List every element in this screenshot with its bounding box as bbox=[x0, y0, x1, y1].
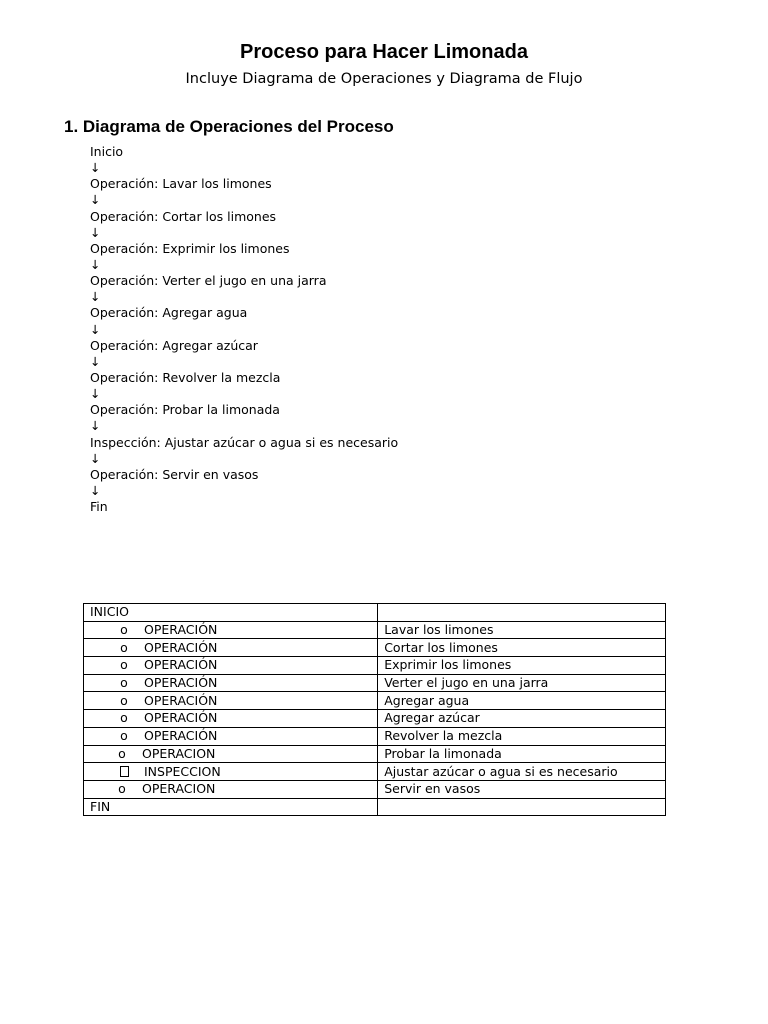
document-subtitle: Incluye Diagrama de Operaciones y Diagrama de Flujo bbox=[185, 71, 583, 87]
operation-circle-icon: o bbox=[118, 781, 126, 797]
row-description: Ajustar azúcar o agua si es necesario bbox=[378, 763, 666, 781]
row-type: OPERACIÓN bbox=[144, 639, 218, 655]
arrow-down-icon: ↓ bbox=[90, 418, 101, 434]
section-heading: 1. Diagrama de Operaciones del Proceso bbox=[64, 117, 394, 136]
table-row-start bbox=[84, 604, 666, 622]
row-type: OPERACIÓN bbox=[144, 728, 218, 744]
empty-cell bbox=[378, 798, 666, 816]
arrow-down-icon: ↓ bbox=[90, 386, 101, 402]
arrow-down-icon: ↓ bbox=[90, 289, 101, 305]
operation-circle-icon: o bbox=[120, 675, 128, 691]
end-cell: FIN bbox=[84, 798, 378, 816]
row-type: OPERACIÓN bbox=[144, 657, 218, 673]
empty-cell bbox=[378, 604, 666, 622]
row-description: Agregar agua bbox=[378, 692, 666, 710]
step-line: Operación: Verter el jugo en una jarra bbox=[90, 273, 327, 289]
table-row-end bbox=[84, 798, 666, 816]
operation-circle-icon: o bbox=[120, 622, 128, 638]
row-type: OPERACION bbox=[142, 745, 216, 761]
step-line: Operación: Agregar azúcar bbox=[90, 337, 258, 353]
operation-circle-icon: o bbox=[120, 657, 128, 673]
arrow-down-icon: ↓ bbox=[90, 353, 101, 369]
row-type: INSPECCION bbox=[144, 763, 221, 779]
table-row bbox=[84, 674, 666, 692]
start-cell: INICIO bbox=[84, 604, 378, 622]
row-type: OPERACIÓN bbox=[144, 675, 218, 691]
row-type: OPERACIÓN bbox=[144, 622, 218, 638]
table-row bbox=[84, 745, 666, 763]
row-description: Cortar los limones bbox=[378, 639, 666, 657]
arrow-down-icon: ↓ bbox=[90, 450, 101, 466]
row-description: Exprimir los limones bbox=[378, 657, 666, 675]
arrow-down-icon: ↓ bbox=[90, 482, 101, 498]
document-title: Proceso para Hacer Limonada bbox=[240, 41, 528, 63]
arrow-down-icon: ↓ bbox=[90, 192, 101, 208]
operation-circle-icon: o bbox=[120, 639, 128, 655]
step-line: Fin bbox=[90, 499, 108, 515]
arrow-down-icon: ↓ bbox=[90, 224, 101, 240]
row-description: Lavar los limones bbox=[378, 621, 666, 639]
table-row bbox=[84, 657, 666, 675]
row-type: OPERACIÓN bbox=[144, 710, 218, 726]
step-line: Operación: Servir en vasos bbox=[90, 466, 259, 482]
operation-circle-icon: o bbox=[120, 692, 128, 708]
step-line: Inicio bbox=[90, 144, 124, 159]
row-description: Servir en vasos bbox=[378, 780, 666, 798]
operation-circle-icon: o bbox=[118, 745, 126, 761]
row-type: OPERACION bbox=[142, 781, 216, 797]
arrow-down-icon: ↓ bbox=[90, 256, 101, 272]
step-line: Operación: Agregar agua bbox=[90, 305, 248, 321]
table-row bbox=[84, 692, 666, 710]
table-row bbox=[84, 710, 666, 728]
row-type: OPERACIÓN bbox=[144, 692, 218, 708]
arrow-down-icon: ↓ bbox=[90, 321, 101, 337]
row-description: Agregar azúcar bbox=[378, 710, 666, 728]
table-row bbox=[84, 727, 666, 745]
arrow-down-icon: ↓ bbox=[90, 160, 101, 176]
inspection-box-icon bbox=[112, 764, 136, 780]
table-row bbox=[84, 763, 666, 781]
row-description: Revolver la mezcla bbox=[378, 727, 666, 745]
table-row bbox=[84, 780, 666, 798]
row-description: Probar la limonada bbox=[378, 745, 666, 763]
row-description: Verter el jugo en una jarra bbox=[378, 674, 666, 692]
step-line: Operación: Cortar los limones bbox=[90, 208, 277, 224]
process-table bbox=[83, 603, 666, 816]
table-row bbox=[84, 621, 666, 639]
table-row bbox=[84, 639, 666, 657]
step-line: Operación: Exprimir los limones bbox=[90, 240, 290, 256]
step-line: Operación: Revolver la mezcla bbox=[90, 369, 281, 385]
operations-step-list bbox=[90, 144, 398, 515]
operation-circle-icon: o bbox=[120, 710, 128, 726]
step-line: Operación: Lavar los limones bbox=[90, 176, 272, 192]
step-line: Operación: Probar la limonada bbox=[90, 402, 280, 418]
step-line: Inspección: Ajustar azúcar o agua si es necesario bbox=[90, 434, 399, 450]
operation-circle-icon: o bbox=[120, 728, 128, 744]
